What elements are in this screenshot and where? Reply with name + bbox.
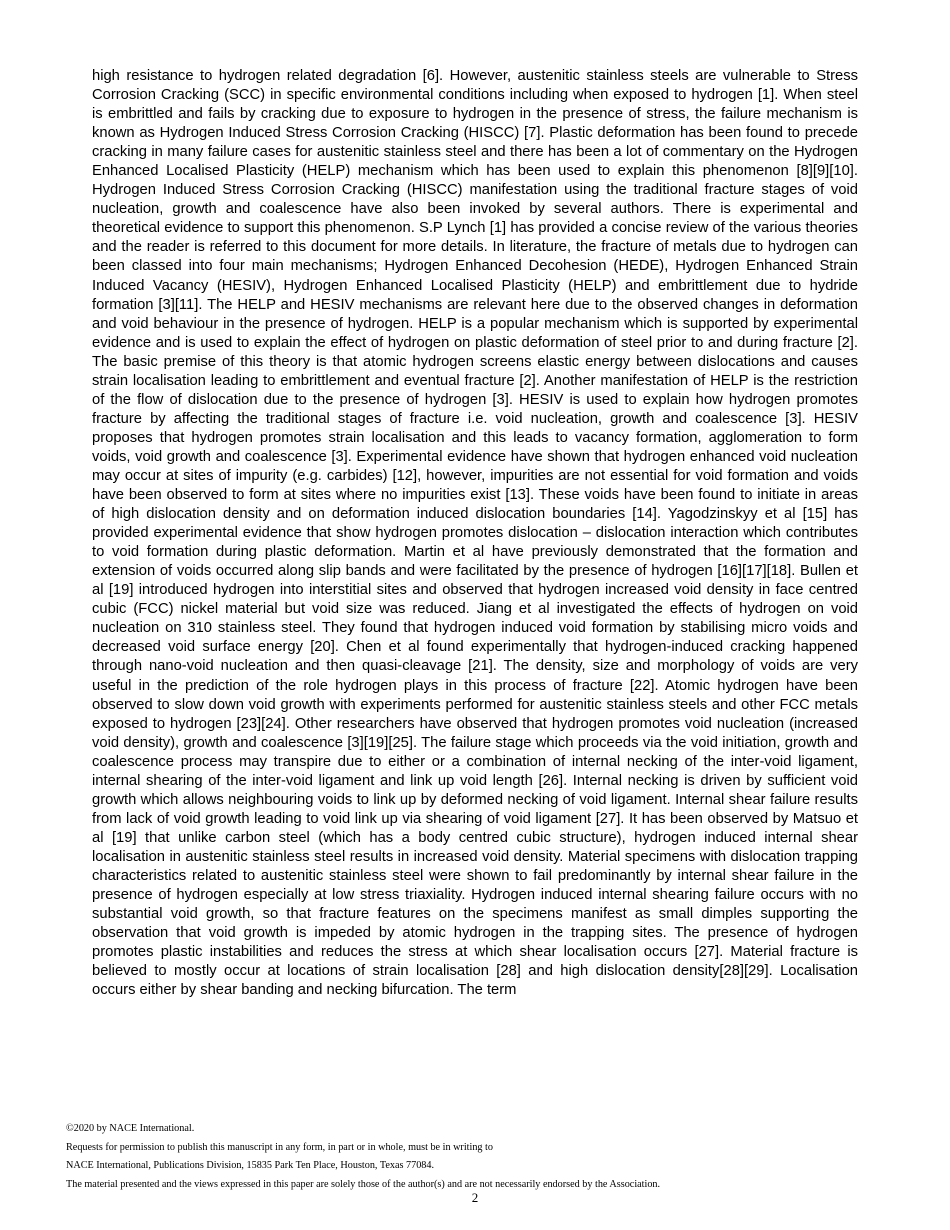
page-number: 2 <box>471 1190 479 1205</box>
footer-permission-notice: Requests for permission to publish this manuscript in any form, in part or in whole, must be in writing to <box>66 1141 493 1153</box>
footer <box>66 1120 886 1194</box>
body-paragraph: high resistance to hydrogen related degradation [6]. However, austenitic stainless steels are vulnerable to Stress Corrosion Cracking (SCC) in specific environmental conditions including when exposed to hydrogen [1]. When steel is embrittled and fails by cracking due to exposure to hydrogen in the presence of stress, the failure mechanism is known as Hydrogen Induced Stress Corrosion Cracking (HISCC) [7]. Plastic deformation has been found to precede cracking in many failure cases for austenitic stainless steel and there has been a lot of commentary on the Hydrogen Enhanced Localised Plasticity (HELP) mechanism which has been used to explain this phenomenon [8][9][10]. Hydrogen Induced Stress Corrosion Cracking (HISCC) manifestation using the traditional fracture stages of void nucleation, growth and coalescence have also been invoked by several authors. There is experimental and theoretical evidence to support this phenomenon. S.P Lynch [1] has provided a concise review of the various theories and the reader is referred to this document for more details. In literature, the fracture of metals due to hydrogen can been classed into four main mechanisms; Hydrogen Enhanced Decohesion (HEDE), Hydrogen Enhanced Strain Induced Vacancy (HESIV), Hydrogen Enhanced Localised Plasticity (HELP) and embrittlement due to hydride formation [3][11]. The HELP and HESIV mechanisms are relevant here due to the observed changes in deformation and void behaviour in the presence of hydrogen. HELP is a popular mechanism which is supported by experimental evidence and is used to explain the effect of hydrogen on plastic deformation of steel prior to and during fracture [2]. The basic premise of this theory is that atomic hydrogen screens elastic energy between dislocations and causes strain localisation leading to embrittlement and eventual fracture [2]. Another manifestation of HELP is the restriction of the flow of dislocation due to the presence of hydrogen [3]. HESIV is used to explain how hydrogen promotes fracture by affecting the traditional stages of fracture i.e. void nucleation, growth and coalescence [3]. HESIV proposes that hydrogen promotes strain localisation and this leads to vacancy formation, agglomeration to form voids, void growth and coalescence [3]. Experimental evidence have shown that hydrogen enhanced void nucleation may occur at sites of impurity (e.g. carbides) [12], however, impurities are not essential for void formation and voids have been observed to form at sites where no impurities exist [13]. These voids have been found to initiate in areas of high dislocation density and on deformation induced dislocation boundaries [14]. Yagodzinskyy et al [15] has provided experimental evidence that show hydrogen promotes dislocation – dislocation interaction which contributes to void formation during plastic deformation. Martin et al have previously demonstrated that the formation and extension of voids occurred along slip bands and were facilitated by the presence of hydrogen [16][17][18]. Bullen et al [19] introduced hydrogen into interstitial sites and observed that hydrogen increased void density in face centred cubic (FCC) nickel material but void size was reduced. Jiang et al investigated the effects of hydrogen on void nucleation on 310 stainless steel. They found that hydrogen induced void formation by stabilising micro voids and decreased void surface energy [20]. Chen et al found experimentally that hydrogen-induced cracking happened through nano-void nucleation and then quasi-cleavage [21]. The density, size and morphology of voids are very useful in the prediction of the role hydrogen plays in this process of fracture [22]. Atomic hydrogen have been observed to slow down void growth with experiments performed for austenitic stainless steels and other FCC metals exposed to hydrogen [23][24]. Other researchers have observed that hydrogen promotes void nucleation (increased void density), growth and coalescence [3][19][25]. The failure stage which proceeds via the void initiation, growth and coalescence process may transpire due to either or a combination of internal necking of the inter-void ligament, internal shearing of the inter-void ligament and link up void length [26]. Internal necking is driven by sufficient void growth which allows neighbouring voids to link up by deformed necking of void ligament. Internal shear failure results from lack of void growth leading to void link up via shearing of void ligament [27]. It has been observed by Matsuo et al [19] that unlike carbon steel (which has a body centred cubic structure), hydrogen induced internal shear localisation in austenitic stainless steel results in increased void density. Material specimens with dislocation trapping characteristics related to austenitic stainless steel were shown to fail predominantly by internal shear failure in the presence of hydrogen especially at low stress triaxiality. Hydrogen induced internal shearing failure occurs with no substantial void growth, so that fracture features on the specimens manifest as small dimples supporting the observation that void growth is impeded by atomic hydrogen in the trapping sites. The presence of hydrogen promotes plastic instabilities and reduces the stress at which shear localisation occurs [27]. Material fracture is believed to mostly occur at locations of strain localisation [28] and high dislocation density[28][29]. Localisation occurs either by shear banding and necking bifurcation. The term <box>92 68 858 999</box>
footer-disclaimer: The material presented and the views expressed in this paper are solely those of the author(s) and are not necessarily endorsed by the Association. <box>66 1178 661 1190</box>
footer-address: NACE International, Publications Division, 15835 Park Ten Place, Houston, Texas 77084. <box>66 1160 435 1171</box>
footer-copyright: ©2020 by NACE International. <box>66 1123 195 1134</box>
